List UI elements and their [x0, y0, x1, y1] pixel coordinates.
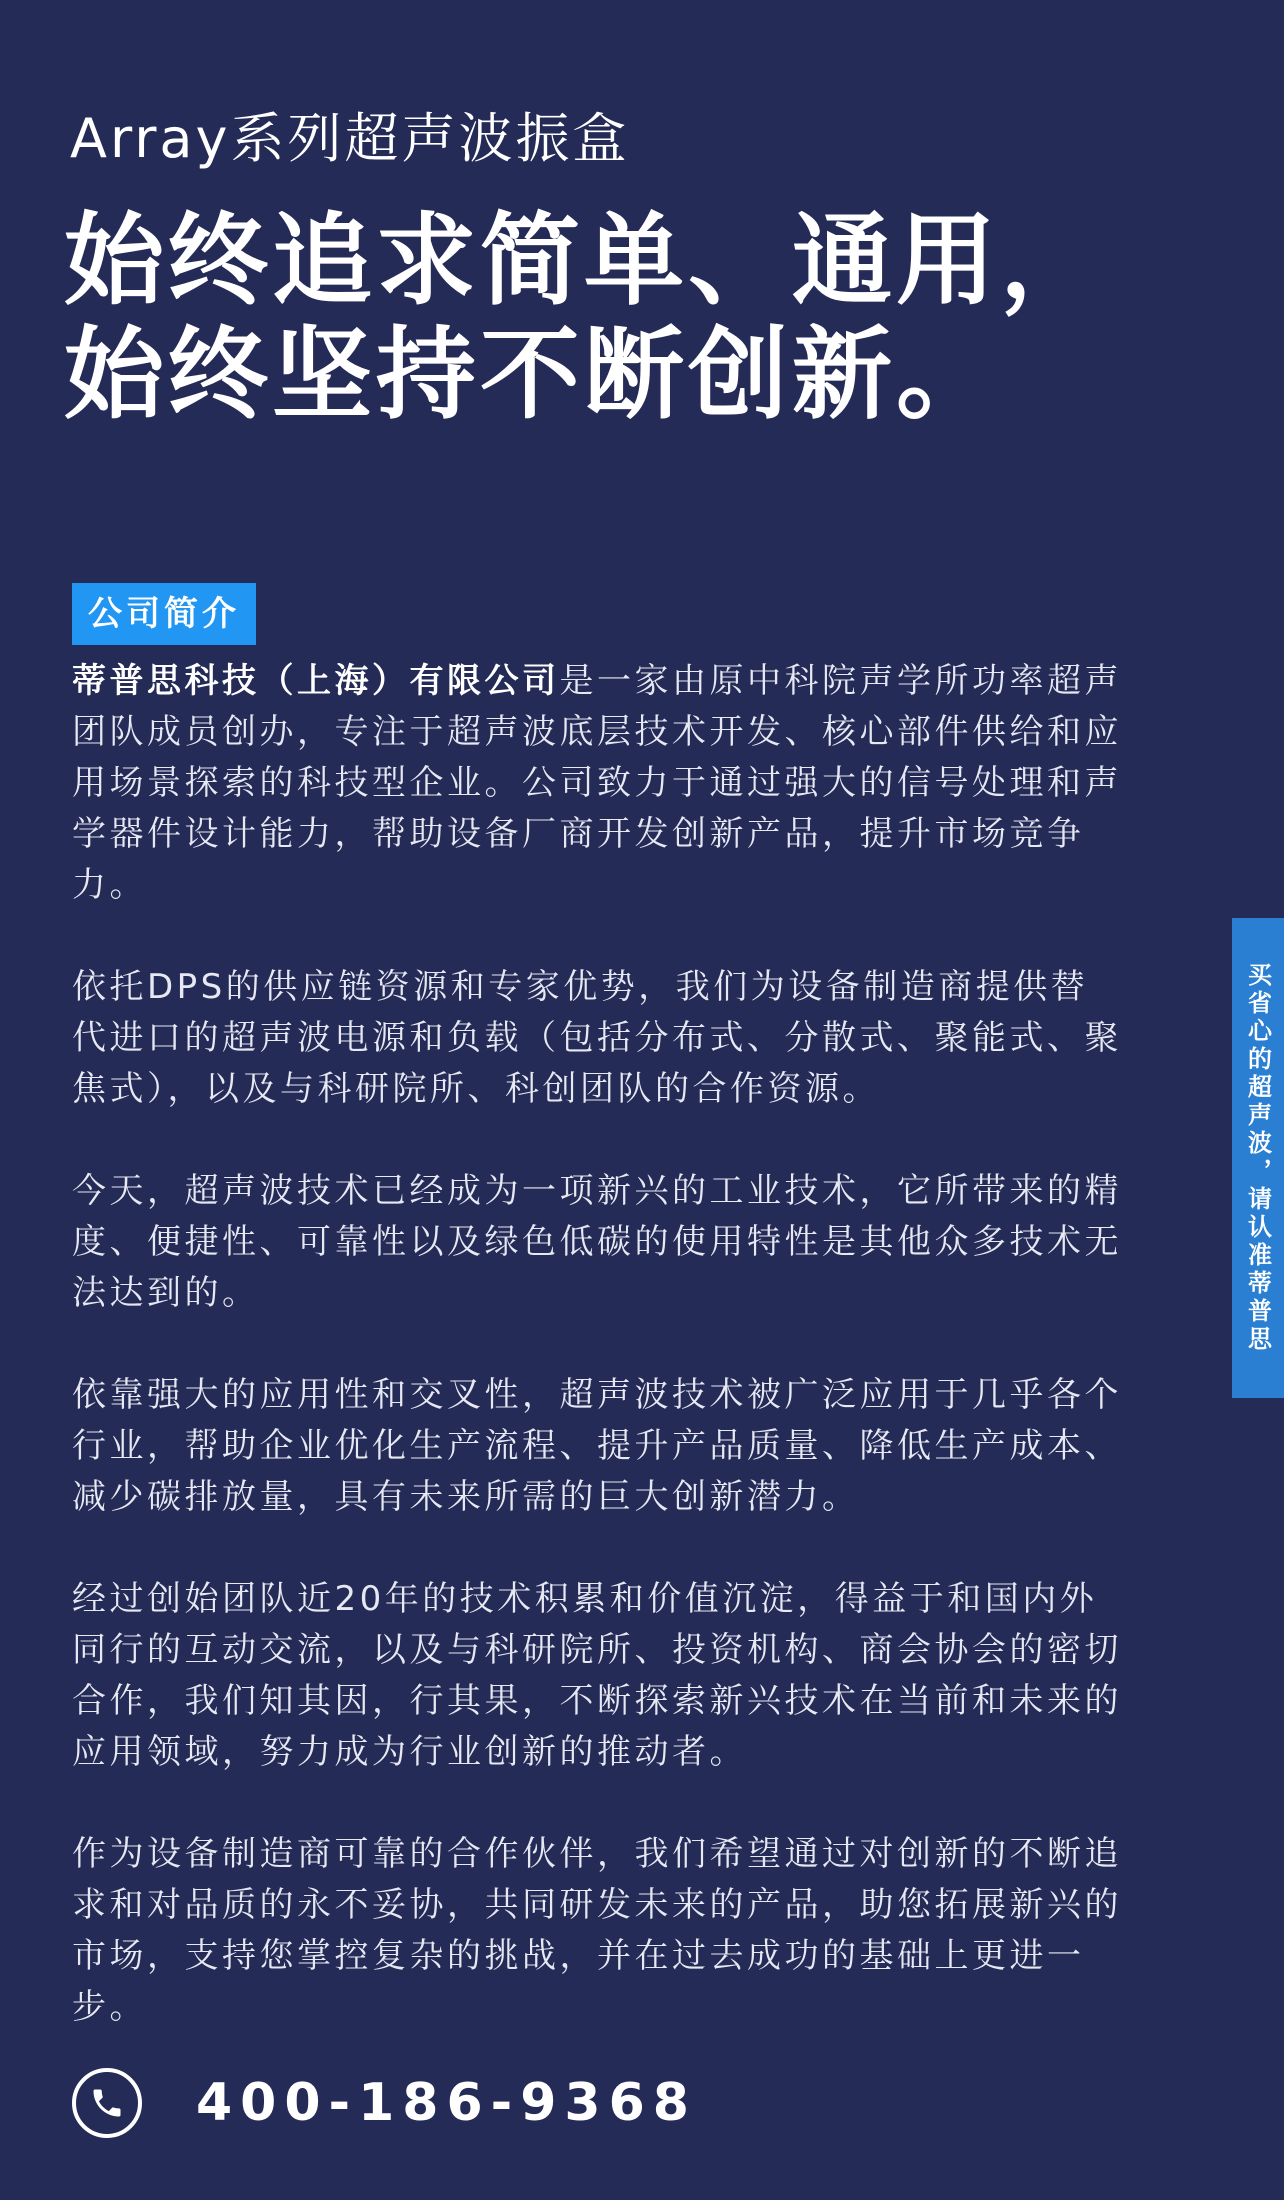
paragraph-2: 依托DPS的供应链资源和专家优势，我们为设备制造商提供替代进口的超声波电源和负载（包括分布式、分散式、聚能式、聚焦式），以及与科研院所、科创团队的合作资源。	[72, 967, 1122, 1109]
paragraph-1-text: 是一家由原中科院声学所功率超声团队成员创办，专注于超声波底层技术开发、核心部件供给和应用场景探索的科技型企业。公司致力于通过强大的信号处理和声学器件设计能力，帮助设备厂商开发创新产品，提升市场竞争力。	[72, 661, 1122, 905]
headline-line-1: 始终追求简单、通用，	[64, 202, 1104, 319]
paragraph-6: 作为设备制造商可靠的合作伙伴，我们希望通过对创新的不断追求和对品质的永不妥协，共同研发未来的产品，助您拓展新兴的市场，支持您掌控复杂的挑战，并在过去成功的基础上更进一步。	[72, 1834, 1122, 2027]
paragraph-1	[72, 656, 1122, 911]
side-slogan-tab[interactable]	[1232, 918, 1284, 1398]
side-slogan-text: 买省心的超声波，请认准蒂普思	[1243, 962, 1272, 1354]
phone-icon	[72, 2068, 142, 2138]
headline-line-2: 始终坚持不断创新。	[64, 316, 1000, 433]
phone-glyph	[89, 2085, 125, 2121]
contact-row[interactable]	[72, 2068, 697, 2138]
company-name: 蒂普思科技（上海）有限公司	[72, 661, 560, 701]
company-intro-body	[72, 656, 1122, 2084]
product-subtitle: Array系列超声波振盒	[70, 107, 630, 170]
paragraph-3: 今天，超声波技术已经成为一项新兴的工业技术，它所带来的精度、便捷性、可靠性以及绿色低碳的使用特性是其他众多技术无法达到的。	[72, 1171, 1122, 1313]
paragraph-4: 依靠强大的应用性和交叉性，超声波技术被广泛应用于几乎各个行业，帮助企业优化生产流程、提升产品质量、降低生产成本、减少碳排放量，具有未来所需的巨大创新潜力。	[72, 1375, 1122, 1517]
headline	[64, 204, 1184, 432]
paragraph-5: 经过创始团队近20年的技术积累和价值沉淀，得益于和国内外同行的互动交流，以及与科研院所、投资机构、商会协会的密切合作，我们知其因，行其果，不断探索新兴技术在当前和未来的应用领域，努力成为行业创新的推动者。	[72, 1579, 1122, 1772]
section-badge-company-intro: 公司简介	[72, 583, 256, 645]
phone-number[interactable]: 400-186-9368	[196, 2073, 697, 2133]
